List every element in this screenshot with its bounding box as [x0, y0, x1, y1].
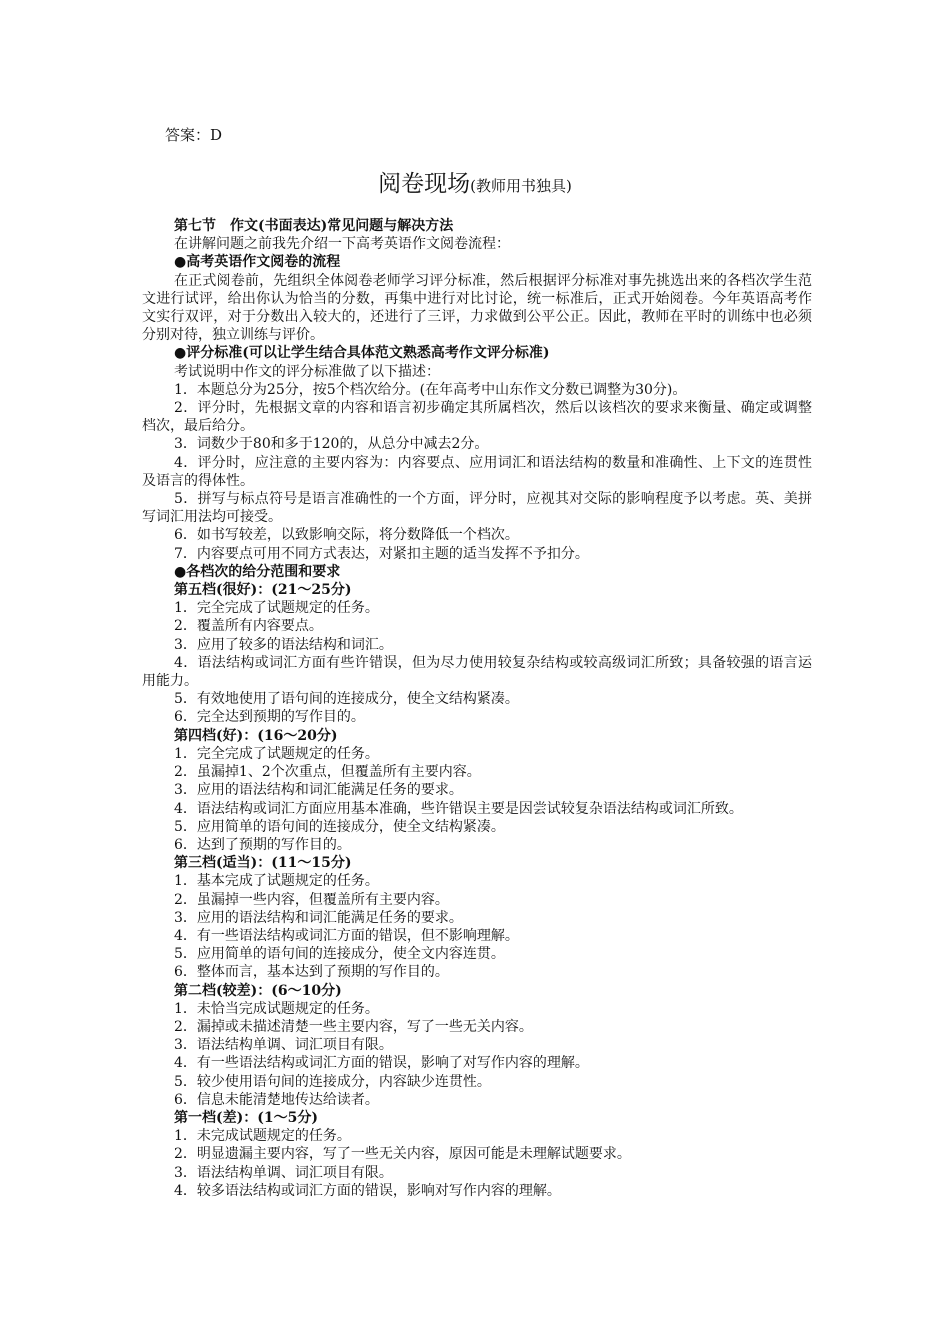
section-heading: ●各档次的给分范围和要求: [174, 563, 341, 580]
title-main: 阅卷现场: [378, 171, 471, 197]
answer-line: 答案：D: [165, 126, 223, 144]
section-heading: 第七节 作文(书面表达)常见问题与解决方法: [174, 218, 454, 234]
section-heading: ●高考英语作文阅卷的流程: [174, 254, 341, 271]
paragraph: 2．漏掉或未描述清楚一些主要内容，写了一些无关内容。: [174, 1018, 533, 1035]
paragraph: 2．覆盖所有内容要点。: [174, 618, 323, 635]
title-sub: (教师用书独具): [470, 177, 572, 195]
paragraph: 3．语法结构单调、词汇项目有限。: [174, 1164, 393, 1181]
section-heading: 第五档(很好)：(21～25分): [174, 582, 352, 599]
section-heading: 第一档(差)：(1～5分): [174, 1109, 318, 1126]
paragraph: 1．未完成试题规定的任务。: [174, 1128, 351, 1145]
paragraph: 5．应用简单的语句间的连接成分，使全文结构紧凑。: [174, 818, 505, 835]
paragraph: 5．有效地使用了语句间的连接成分，使全文结构紧凑。: [174, 691, 519, 708]
paragraph: 1．未恰当完成试题规定的任务。: [174, 1000, 379, 1017]
paragraph: 5．应用简单的语句间的连接成分，使全文内容连贯。: [174, 946, 505, 963]
paragraph: 2．虽漏掉一些内容，但覆盖所有主要内容。: [174, 891, 449, 908]
section-heading: 第三档(适当)：(11～15分): [174, 855, 352, 872]
paragraph: 4．语法结构或词汇方面有些许错误，但为尽力使用较复杂结构或较高级词汇所致；具备较强的语言运用能力。: [142, 654, 812, 690]
paragraph: 3．词数少于80和多于120的，从总分中减去2分。: [174, 436, 489, 453]
paragraph: 1．完全完成了试题规定的任务。: [174, 600, 379, 617]
paragraph: 6．信息未能清楚地传达给读者。: [174, 1091, 379, 1108]
paragraph: 2．虽漏掉1、2个次重点，但覆盖所有主要内容。: [174, 764, 481, 781]
paragraph: 6．整体而言，基本达到了预期的写作目的。: [174, 964, 449, 981]
paragraph: 2．评分时，先根据文章的内容和语言初步确定其所属档次，然后以该档次的要求来衡量、确定或调整档次，最后给分。: [142, 400, 812, 435]
paragraph: 6．达到了预期的写作目的。: [174, 836, 351, 853]
paragraph: 4．较多语法结构或词汇方面的错误，影响对写作内容的理解。: [174, 1182, 561, 1199]
section-heading: 第四档(好)：(16～20分): [174, 727, 338, 744]
paragraph: 6．完全达到预期的写作目的。: [174, 709, 365, 726]
paragraph: 5．较少使用语句间的连接成分，内容缺少连贯性。: [174, 1073, 491, 1090]
paragraph: 1．基本完成了试题规定的任务。: [174, 873, 379, 890]
paragraph: 在讲解问题之前我先介绍一下高考英语作文阅卷流程：: [174, 236, 510, 253]
paragraph: 4．有一些语法结构或词汇方面的错误，影响了对写作内容的理解。: [174, 1055, 589, 1072]
paragraph: 6．如书写较差，以致影响交际，将分数降低一个档次。: [174, 527, 519, 544]
paragraph: 3．语法结构单调、词汇项目有限。: [174, 1037, 393, 1054]
paragraph: 考试说明中作文的评分标准做了以下描述：: [174, 363, 440, 380]
paragraph: 3．应用的语法结构和词汇能满足任务的要求。: [174, 909, 463, 926]
paragraph: 1．本题总分为25分，按5个档次给分。(在年高考中山东作文分数已调整为30分)。: [174, 381, 687, 398]
section-heading: 第二档(较差)：(6～10分): [174, 982, 342, 999]
paragraph: 在正式阅卷前，先组织全体阅卷老师学习评分标准，然后根据评分标准对事先挑选出来的各档次学生范文进行试评，给出你认为恰当的分数，再集中进行对比讨论，统一标准后，正式开始阅卷。今年英语高考作文实行双评，对于分数出入较大的，还进行了三评，力求做到公平公正。因此，教师在平时的训练中也必须分别对待，独立训练与评价。: [142, 272, 812, 344]
paragraph: 4．语法结构或词汇方面应用基本准确，些许错误主要是因尝试较复杂语法结构或词汇所致。: [174, 800, 743, 817]
paragraph: 4．有一些语法结构或词汇方面的错误，但不影响理解。: [174, 927, 519, 944]
document-body: [142, 217, 812, 1200]
paragraph: 7．内容要点可用不同方式表达，对紧扣主题的适当发挥不予扣分。: [174, 545, 589, 562]
page-title: [0, 165, 950, 198]
paragraph: 4．评分时，应注意的主要内容为：内容要点、应用词汇和语法结构的数量和准确性、上下文的连贯性及语言的得体性。: [142, 454, 812, 489]
paragraph: 1．完全完成了试题规定的任务。: [174, 745, 379, 762]
paragraph: 5．拼写与标点符号是语言准确性的一个方面，评分时，应视其对交际的影响程度予以考虑。英、美拼写词汇用法均可接受。: [142, 491, 812, 526]
section-heading: ●评分标准(可以让学生结合具体范文熟悉高考作文评分标准): [174, 345, 550, 362]
paragraph: 2．明显遗漏主要内容，写了一些无关内容，原因可能是未理解试题要求。: [174, 1146, 631, 1163]
paragraph: 3．应用了较多的语法结构和词汇。: [174, 636, 393, 653]
paragraph: 3．应用的语法结构和词汇能满足任务的要求。: [174, 782, 463, 799]
